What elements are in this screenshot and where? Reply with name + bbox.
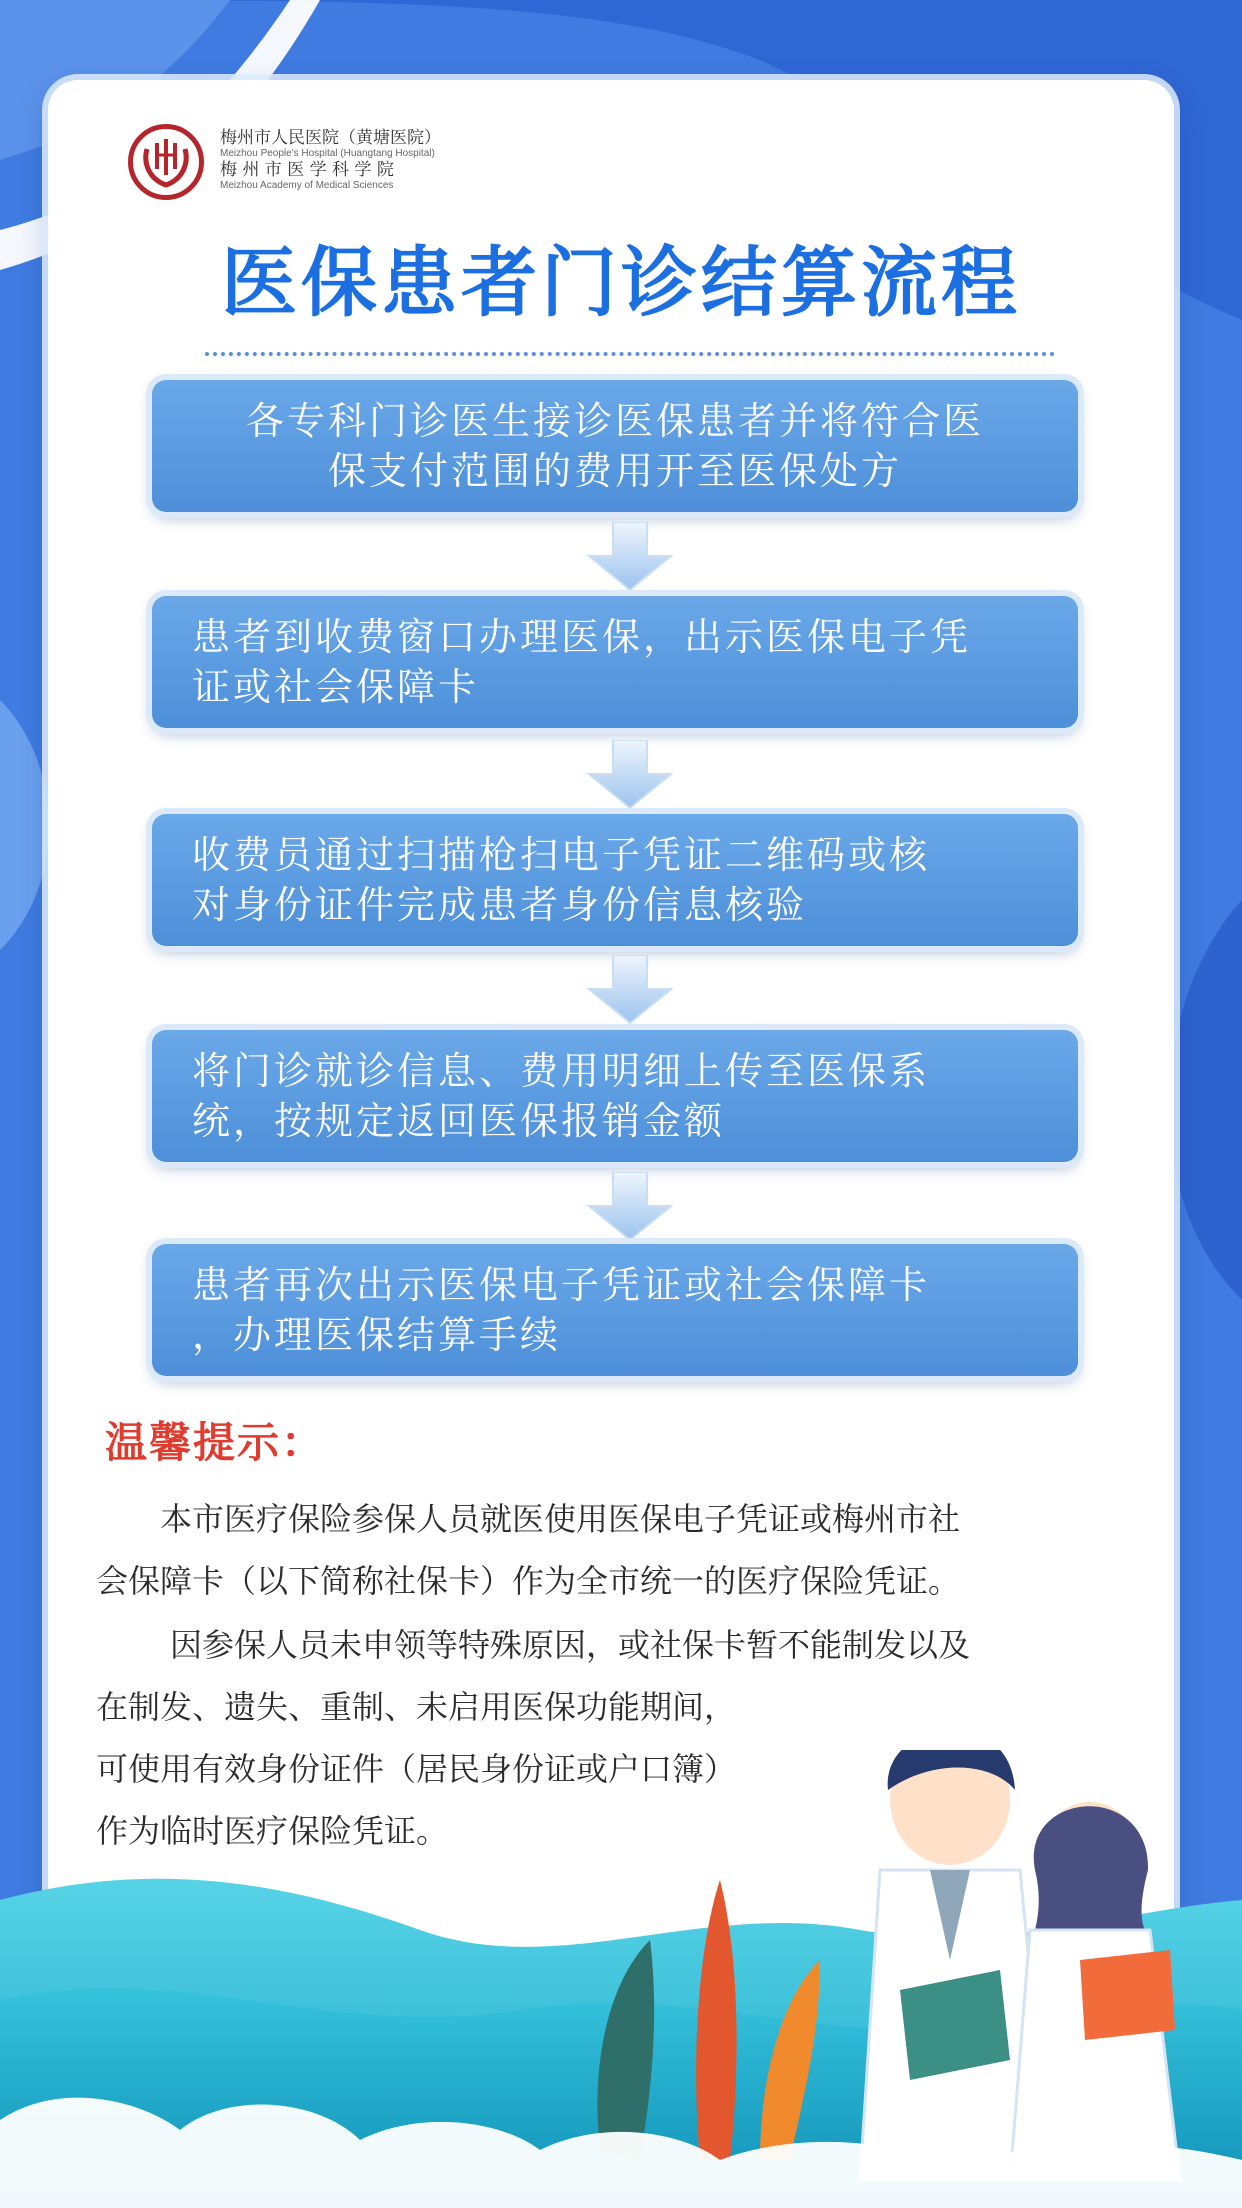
flow-step-3 xyxy=(152,814,1078,946)
tips-title: 温馨提示： xyxy=(105,1418,326,1467)
nurse-illustration xyxy=(1010,1802,1180,2180)
flow-step-2 xyxy=(152,596,1078,728)
step-3-line-1: 收费员通过扫描枪扫电子凭证二维码或核 xyxy=(192,833,931,877)
hospital-name-en: Meizhou People's Hospital (Huangtang Hospital) xyxy=(220,148,435,159)
step-4-line-1: 将门诊就诊信息、费用明细上传至医保系 xyxy=(192,1049,931,1093)
tips-p1-line-1: 本市医疗保险参保人员就医使用医保电子凭证或梅州市社 xyxy=(160,1500,961,1538)
flow-step-1 xyxy=(152,380,1078,512)
step-2-line-2: 证或社会保障卡 xyxy=(192,665,480,709)
tips-p2-line-2: 在制发、遗失、重制、未启用医保功能期间， xyxy=(96,1688,737,1726)
down-arrow-icon xyxy=(585,522,675,592)
down-arrow-icon xyxy=(585,1172,675,1242)
flow-step-4 xyxy=(152,1030,1078,1162)
bottom-illustration xyxy=(0,1750,1242,2208)
tips-p2-line-4: 作为临时医疗保险凭证。 xyxy=(96,1812,449,1850)
hospital-emblem-icon xyxy=(128,124,204,200)
step-4-line-2: 统，按规定返回医保报销金额 xyxy=(192,1099,726,1143)
tips-p2-line-1: 因参保人员未申领等特殊原因，或社保卡暂不能制发以及 xyxy=(170,1626,971,1664)
tips-p1-line-2: 会保障卡（以下简称社保卡）作为全市统一的医疗保险凭证。 xyxy=(96,1562,961,1600)
step-2-line-1: 患者到收费窗口办理医保，出示医保电子凭 xyxy=(192,615,972,659)
academy-name-en: Meizhou Academy of Medical Sciences xyxy=(220,180,394,191)
page-title: 医保患者门诊结算流程 xyxy=(221,238,1021,327)
tips-paragraph-1 xyxy=(96,1488,1146,1612)
step-1-line-2: 保支付范围的费用开至医保处方 xyxy=(327,449,902,493)
step-1-line-1: 各专科门诊医生接诊医保患者并将符合医 xyxy=(245,399,984,443)
flow-step-5 xyxy=(152,1244,1078,1376)
hospital-name-cn: 梅州市人民医院（黄塘医院） xyxy=(220,128,441,148)
hospital-logo xyxy=(128,124,488,204)
down-arrow-icon xyxy=(585,740,675,810)
academy-name-cn: 梅 州 市 医 学 科 学 院 xyxy=(220,160,394,180)
title-divider xyxy=(205,352,1055,356)
down-arrow-icon xyxy=(585,955,675,1025)
step-5-line-1: 患者再次出示医保电子凭证或社会保障卡 xyxy=(192,1263,931,1307)
step-3-line-2: 对身份证件完成患者身份信息核验 xyxy=(192,883,808,927)
tips-p2-line-3: 可使用有效身份证件（居民身份证或户口簿） xyxy=(96,1750,737,1788)
step-5-line-2: ，办理医保结算手续 xyxy=(192,1313,562,1357)
